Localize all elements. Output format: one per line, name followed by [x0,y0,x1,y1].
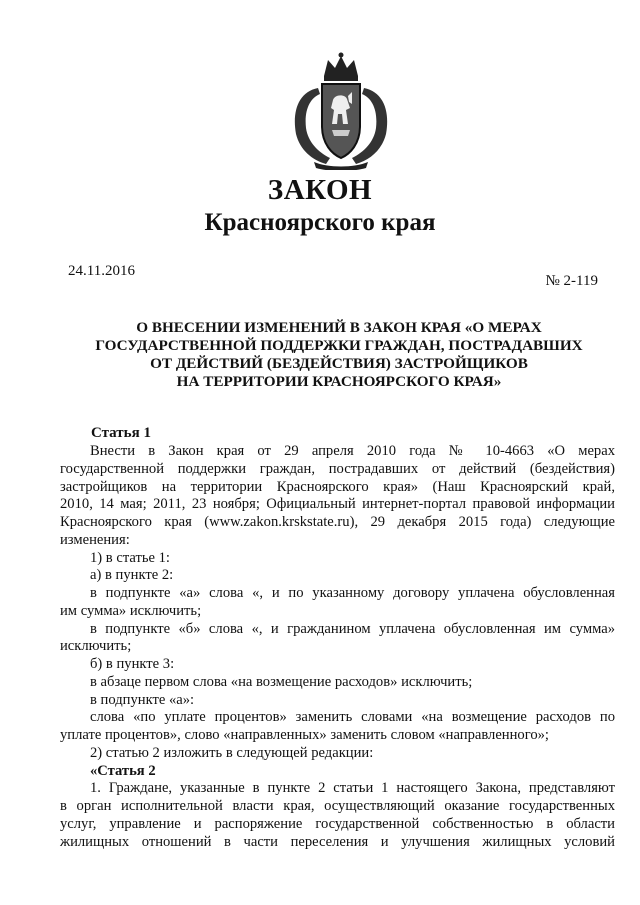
body-line: в подпункте «а» слова «, и по указанному договору уплачена обусловленная [90,585,615,601]
body-line: «Статья 2 [90,762,156,779]
coat-of-arms-emblem [288,52,394,170]
body-line: Красноярского края (www.zakon.krskstate.ru), 29 декабря 2015 года) следующие [60,514,615,530]
body-line: а) в пункте 2: [90,567,174,584]
body-line: 1. Граждане, указанные в пункте 2 статьи 1 настоящего Закона, представляют [90,780,615,797]
body-line: услуг, управление и распоряжение государственной собственностью в области [60,815,615,832]
heading-line: О ВНЕСЕНИИ ИЗМЕНЕНИЙ В ЗАКОН КРАЯ «О МЕРАХ [136,319,542,336]
body-line: в подпункте «б» слова «, и гражданином уплачена обусловленная им сумма» [90,620,615,637]
document-date: 24.11.2016 [68,263,135,279]
body-line: застройщиков на территории Красноярского края» (Наш Красноярский край, [60,478,615,495]
body-line: 2010, 14 мая; 2011, 23 ноября; Официальный интернет-портал правовой информации [60,496,615,513]
law-heading [60,319,618,391]
body-line: исключить; [60,638,132,655]
body-line: в подпункте «а»: [90,691,195,708]
heading-line: ОТ ДЕЙСТВИЙ (БЕЗДЕЙСТВИЯ) ЗАСТРОЙЩИКОВ [150,355,528,372]
body-line: уплате процентов», слово «направленных» заменить словом «направленного»; [60,727,549,743]
body-line: им сумма» исключить; [60,602,202,619]
body-line: б) в пункте 3: [90,656,175,672]
heading-line: ГОСУДАРСТВЕННОЙ ПОДДЕРЖКИ ГРАЖДАН, ПОСТРАДАВШИХ [95,337,583,354]
body-line: в орган исполнительной власти края, осуществляющий оказание государственных [60,798,615,814]
body-line: государственной поддержки граждан, пострадавших от действий (бездействия) [60,460,615,477]
document-number: № 2-119 [545,273,598,289]
body-line: изменения: [60,531,130,548]
body-line: жилищных отношений в части переселения и улучшения жилищных условий [60,833,615,850]
body-line: слова «по уплате процентов» заменить словами «на возмещение расходов по [90,709,615,726]
article-title: Статья 1 [91,425,151,441]
body-line: 2) статью 2 изложить в следующей редакции: [90,744,374,761]
article-body [60,443,615,851]
document-subtitle: Красноярского края [204,209,436,236]
document-title: ЗАКОН [267,174,373,206]
body-line: 1) в статье 1: [90,549,170,566]
body-line: в абзаце первом слова «на возмещение расходов» исключить; [90,673,473,690]
heading-line: НА ТЕРРИТОРИИ КРАСНОЯРСКОГО КРАЯ» [176,373,502,390]
body-line: Внести в Закон края от 29 апреля 2010 года № 10-4663 «О мерах [90,443,615,459]
